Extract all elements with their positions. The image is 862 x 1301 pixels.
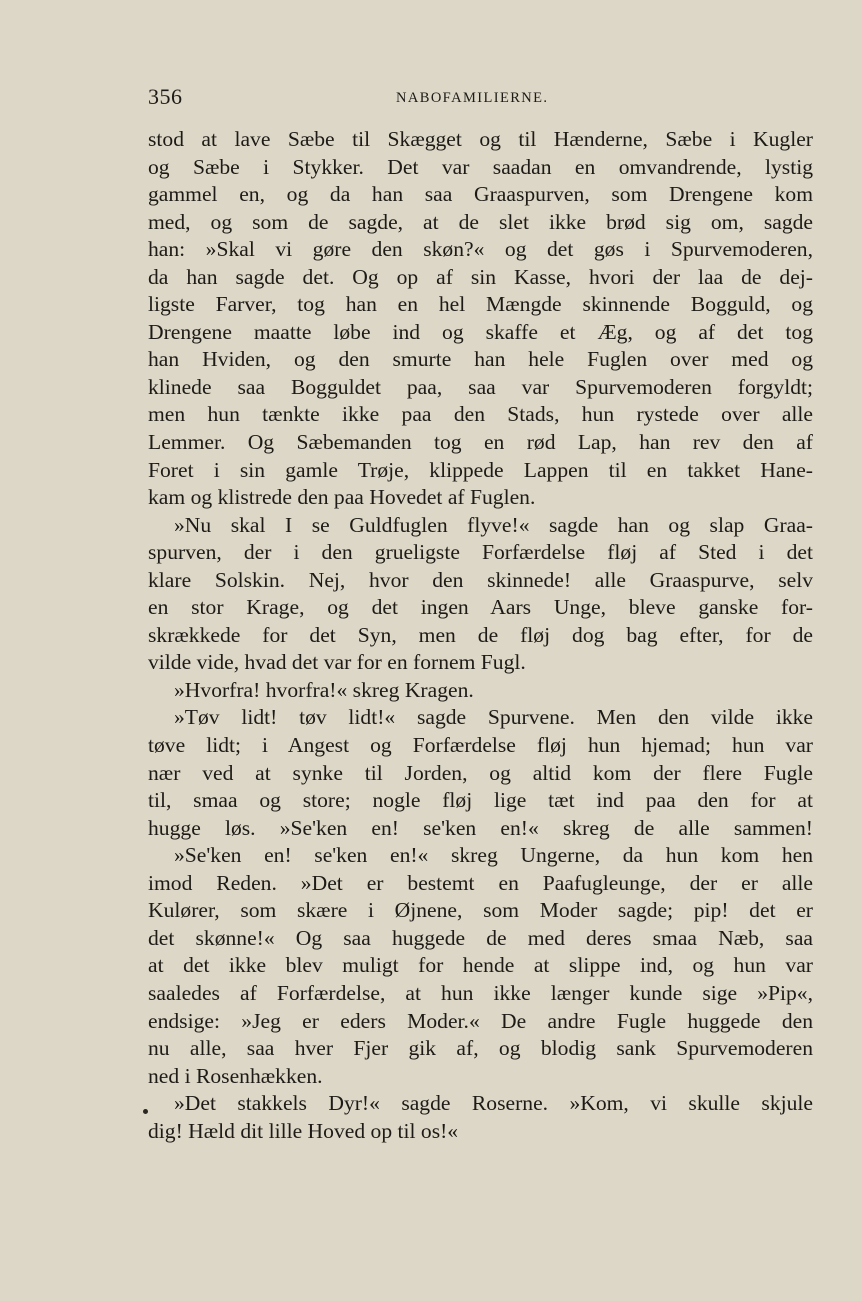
text-line: Lemmer. Og Sæbemanden tog en rød Lap, han rev den af [148,430,813,455]
text-line: skrækkede for det Syn, men de fløj dog bag efter, for de [148,622,813,647]
text-line: »Se'ken en! se'ken en!« skreg Ungerne, da hun kom hen [174,843,813,868]
text-line: »Tøv lidt! tøv lidt!« sagde Spurvene. Men den vilde ikke [174,705,813,730]
text-line: Kulører, som skære i Øjnene, som Moder sagde; pip! det er [148,898,813,923]
text-line: spurven, der i den grueligste Forfærdelse fløj af Sted i det [148,540,813,565]
text-line: det skønne!« Og saa huggede de med deres smaa Næb, saa [148,925,813,950]
text-line: klare Solskin. Nej, hvor den skinnede! alle Graaspurve, selv [148,567,813,592]
text-line: Foret i sin gamle Trøje, klippede Lappen til en takket Hane- [148,457,813,482]
text-line: Drengene maatte løbe ind og skaffe et Æg, og af det tog [148,319,813,344]
text-line: da han sagde det. Og op af sin Kasse, hvori der laa de dej- [148,264,813,289]
text-line: med, og som de sagde, at de slet ikke brød sig om, sagde [148,209,813,234]
text-line: »Nu skal I se Guldfuglen flyve!« sagde han og slap Graa- [174,512,813,537]
page-number: 356 [148,84,183,109]
text-line: nu alle, saa hver Fjer gik af, og blodig sank Spurvemoderen [148,1036,813,1061]
text-line: at det ikke blev muligt for hende at slippe ind, og hun var [148,953,813,978]
text-line: og Sæbe i Stykker. Det var saadan en omvandrende, lystig [148,154,813,179]
text-line: kam og klistrede den paa Hovedet af Fuglen. [148,485,536,510]
text-line: en stor Krage, og det ingen Aars Unge, bleve ganske for- [148,595,813,620]
text-line: hugge løs. »Se'ken en! se'ken en!« skreg de alle sammen! [148,815,813,840]
text-line: men hun tænkte ikke paa den Stads, hun rystede over alle [148,402,813,427]
page-header [148,84,768,114]
text-line: han Hviden, og den smurte han hele Fuglen over med og [148,347,813,372]
text-line: nær ved at synke til Jorden, og altid kom der flere Fugle [148,760,813,785]
text-line: gammel en, og da han saa Graaspurven, som Drengene kom [148,182,813,207]
body-text [148,126,813,1145]
text-line: vilde vide, hvad det var for en fornem Fugl. [148,650,526,675]
text-line: stod at lave Sæbe til Skægget og til Hænderne, Sæbe i Kugler [148,127,813,151]
text-line: imod Reden. »Det er bestemt en Paafugleunge, der er alle [148,870,813,895]
text-line: »Det stakkels Dyr!« sagde Roserne. »Kom, vi skulle skjule [174,1091,813,1116]
text-line: han: »Skal vi gøre den skøn?« og det gøs i Spurvemoderen, [148,237,813,262]
text-line: »Hvorfra! hvorfra!« skreg Kragen. [174,677,474,702]
text-line: tøve lidt; i Angest og Forfærdelse fløj hun hjemad; hun var [148,733,813,758]
text-line: saaledes af Forfærdelse, at hun ikke længer kunde sige »Pip«, [148,980,813,1005]
text-line: endsige: »Jeg er eders Moder.« De andre Fugle huggede den [148,1008,813,1033]
text-line: dig! Hæld dit lille Hoved op til os!« [148,1118,459,1143]
text-line: til, smaa og store; nogle fløj lige tæt ind paa den for at [148,788,813,813]
running-head: NABOFAMILIERNE. [396,90,549,106]
text-line: ligste Farver, tog han en hel Mængde skinnende Bogguld, og [148,292,813,317]
text-line: ned i Rosenhækken. [148,1063,323,1088]
text-line: klinede saa Bogguldet paa, saa var Spurvemoderen forgyldt; [148,374,813,399]
